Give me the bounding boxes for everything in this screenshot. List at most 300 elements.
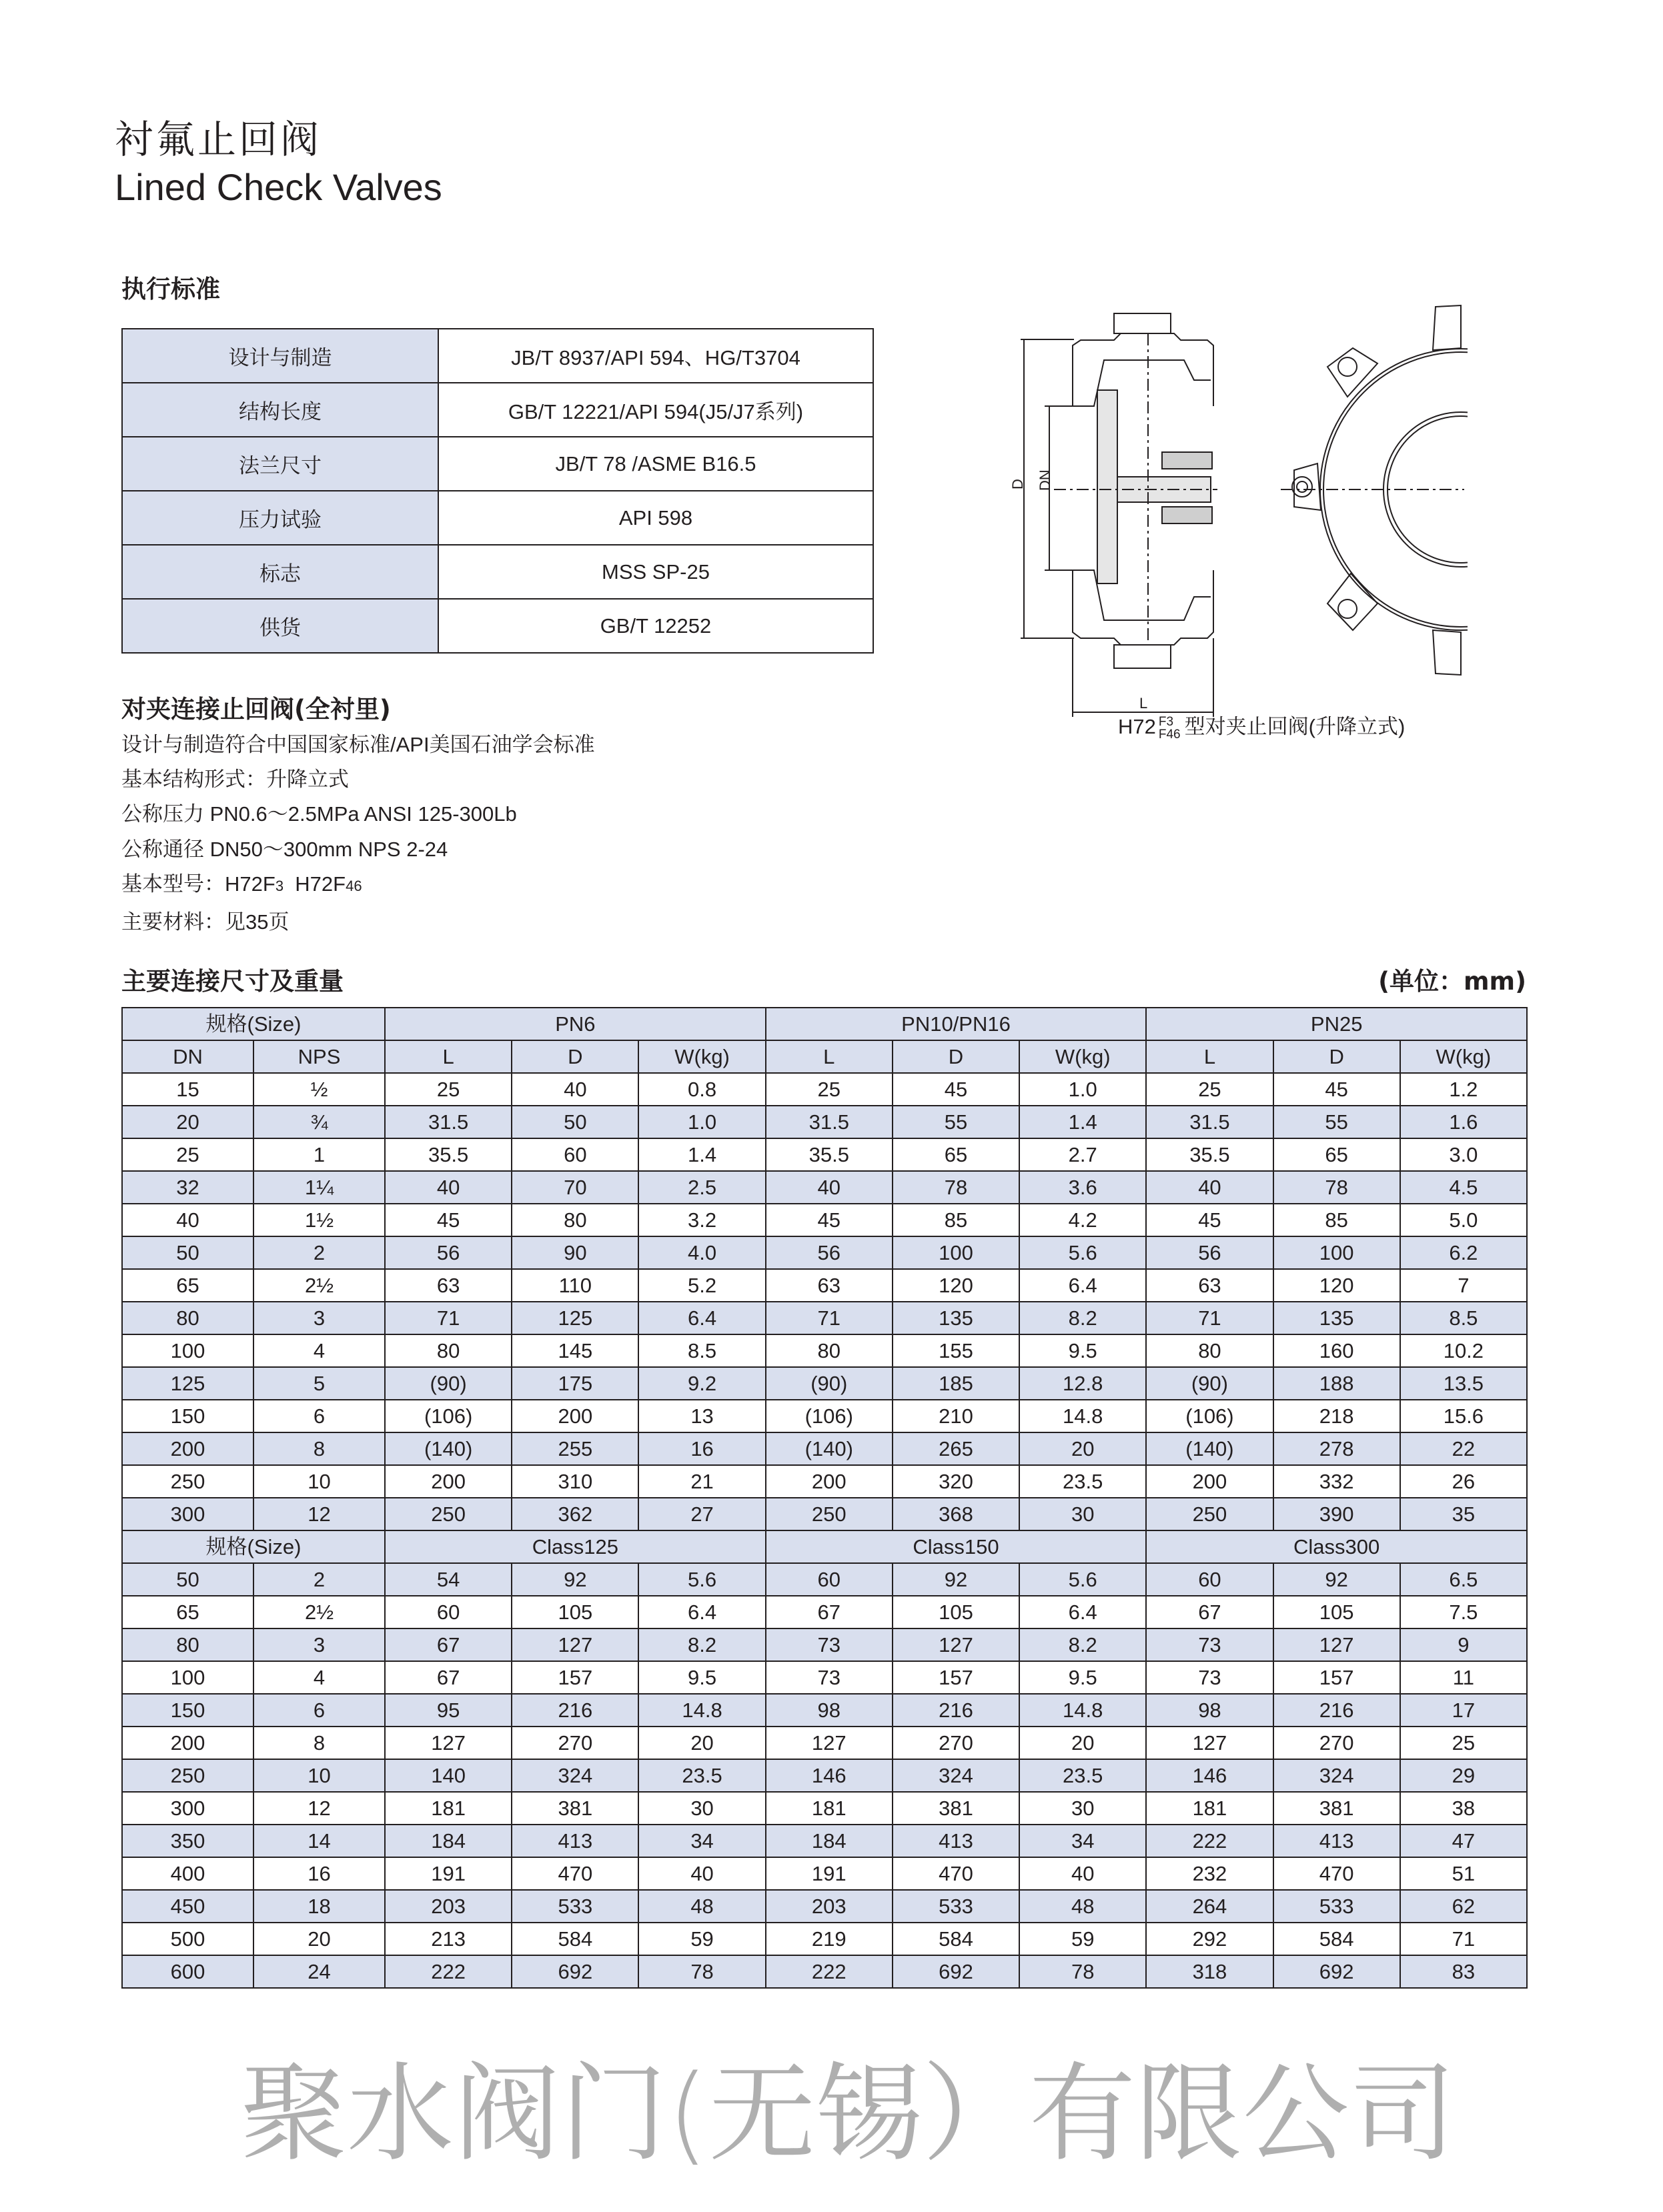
table-cell: 5.6 [1019, 1236, 1146, 1269]
table-cell: 40 [385, 1171, 512, 1204]
group-header-row [122, 1008, 1527, 1040]
table-cell: 54 [385, 1563, 512, 1596]
table-cell: (90) [385, 1367, 512, 1400]
column-header: D [512, 1040, 638, 1073]
table-cell: 25 [122, 1138, 253, 1171]
table-cell: 38 [1400, 1792, 1527, 1825]
table-cell: 1 [253, 1138, 385, 1171]
model-subscript: 46 [346, 878, 362, 894]
table-row [122, 1694, 1527, 1727]
table-cell: 59 [638, 1923, 765, 1955]
standards-heading: 执行标准 [121, 275, 220, 303]
table-cell: 73 [766, 1628, 893, 1661]
table-cell: 80 [122, 1302, 253, 1334]
table-cell: 34 [638, 1825, 765, 1857]
table-cell: 100 [122, 1334, 253, 1367]
table-cell: 56 [1146, 1236, 1273, 1269]
table-cell: 181 [1146, 1792, 1273, 1825]
table-cell: 92 [1273, 1563, 1400, 1596]
table-cell: 10.2 [1400, 1334, 1527, 1367]
column-header: L [1146, 1040, 1273, 1073]
dimension-label-d: D [1009, 479, 1026, 489]
table-cell: 292 [1146, 1923, 1273, 1955]
table-row [122, 1792, 1527, 1825]
table-cell: 213 [385, 1923, 512, 1955]
dimensions-table [121, 1007, 1528, 1989]
table-cell: 191 [385, 1857, 512, 1890]
standards-row [122, 599, 873, 653]
table-cell: 31.5 [1146, 1106, 1273, 1138]
table-cell: 3.0 [1400, 1138, 1527, 1171]
table-cell: 6.4 [1019, 1269, 1146, 1302]
table-cell: 470 [1273, 1857, 1400, 1890]
group-header: Class300 [1146, 1530, 1527, 1563]
table-cell: 9.5 [638, 1661, 765, 1694]
table-cell: 200 [512, 1400, 638, 1432]
table-cell: 73 [1146, 1661, 1273, 1694]
table-cell: 14.8 [638, 1694, 765, 1727]
table-cell: 85 [893, 1204, 1019, 1236]
page-title-cn: 衬氟止回阀 [115, 118, 322, 161]
table-cell: 533 [512, 1890, 638, 1923]
table-cell: 12 [253, 1498, 385, 1530]
table-cell: 12 [253, 1792, 385, 1825]
table-cell: 232 [1146, 1857, 1273, 1890]
table-cell: 250 [122, 1759, 253, 1792]
table-cell: 155 [893, 1334, 1019, 1367]
table-cell: 332 [1273, 1465, 1400, 1498]
table-cell: 95 [385, 1694, 512, 1727]
standards-row [122, 383, 873, 437]
table-cell: 100 [122, 1661, 253, 1694]
group-header: Class125 [385, 1530, 766, 1563]
table-cell: 1.2 [1400, 1073, 1527, 1106]
wafer-valve-heading: 对夹连接止回阀(全衬里) [121, 695, 391, 724]
table-cell: 157 [512, 1661, 638, 1694]
table-cell: 4.2 [1019, 1204, 1146, 1236]
table-cell: 8.5 [1400, 1302, 1527, 1334]
table-cell: 71 [1146, 1302, 1273, 1334]
table-cell: 40 [638, 1857, 765, 1890]
table-cell: 8 [253, 1432, 385, 1465]
table-cell: 450 [122, 1890, 253, 1923]
table-cell: 3.2 [638, 1204, 765, 1236]
group-header: PN10/PN16 [766, 1008, 1147, 1040]
table-cell: 175 [512, 1367, 638, 1400]
table-cell: 184 [385, 1825, 512, 1857]
table-cell: 27 [638, 1498, 765, 1530]
table-cell: 35.5 [766, 1138, 893, 1171]
table-cell: 270 [1273, 1727, 1400, 1759]
column-header: NPS [253, 1040, 385, 1073]
table-cell: 30 [1019, 1792, 1146, 1825]
table-cell: 45 [1273, 1073, 1400, 1106]
table-cell: 362 [512, 1498, 638, 1530]
table-cell: 6 [253, 1694, 385, 1727]
table-cell: 9.5 [1019, 1334, 1146, 1367]
table-cell: 60 [1146, 1563, 1273, 1596]
table-cell: (90) [1146, 1367, 1273, 1400]
table-cell: 390 [1273, 1498, 1400, 1530]
table-cell: 23.5 [1019, 1759, 1146, 1792]
table-cell: 222 [1146, 1825, 1273, 1857]
table-row [122, 1106, 1527, 1138]
group-header: PN25 [1146, 1008, 1527, 1040]
column-header: DN [122, 1040, 253, 1073]
column-header: D [893, 1040, 1019, 1073]
table-cell: 40 [1019, 1857, 1146, 1890]
table-row [122, 1727, 1527, 1759]
table-cell: 300 [122, 1792, 253, 1825]
table-cell: 1.4 [638, 1138, 765, 1171]
table-cell: 250 [122, 1465, 253, 1498]
table-cell: 30 [1019, 1498, 1146, 1530]
table-row [122, 1269, 1527, 1302]
table-row [122, 1302, 1527, 1334]
table-cell: 135 [893, 1302, 1019, 1334]
table-cell: 6.4 [638, 1596, 765, 1628]
table-cell: 381 [893, 1792, 1019, 1825]
table-cell: 59 [1019, 1923, 1146, 1955]
table-cell: 63 [766, 1269, 893, 1302]
table-row [122, 1171, 1527, 1204]
table-cell: 600 [122, 1955, 253, 1988]
column-header-row [122, 1040, 1527, 1073]
table-cell: 48 [638, 1890, 765, 1923]
table-cell: 8.2 [1019, 1302, 1146, 1334]
table-cell: 533 [1273, 1890, 1400, 1923]
table-cell: 14.8 [1019, 1400, 1146, 1432]
group-header: Class150 [766, 1530, 1147, 1563]
table-cell: 200 [766, 1465, 893, 1498]
table-cell: 98 [766, 1694, 893, 1727]
table-row [122, 1432, 1527, 1465]
standards-row [122, 437, 873, 491]
table-cell: 127 [1146, 1727, 1273, 1759]
table-cell: 67 [385, 1661, 512, 1694]
table-cell: 188 [1273, 1367, 1400, 1400]
table-cell: 22 [1400, 1432, 1527, 1465]
table-cell: 692 [1273, 1955, 1400, 1988]
table-cell: 50 [122, 1563, 253, 1596]
end-view [1281, 305, 1468, 675]
table-cell: 100 [1273, 1236, 1400, 1269]
table-cell: 20 [122, 1106, 253, 1138]
table-cell: 270 [512, 1727, 638, 1759]
table-cell: 145 [512, 1334, 638, 1367]
table-cell: 9.5 [1019, 1661, 1146, 1694]
table-row [122, 1465, 1527, 1498]
standard-value: JB/T 8937/API 594、HG/T3704 [438, 329, 873, 383]
table-cell: 65 [122, 1269, 253, 1302]
table-cell: 25 [1146, 1073, 1273, 1106]
table-cell: 55 [1273, 1106, 1400, 1138]
table-cell: 8.5 [638, 1334, 765, 1367]
table-cell: 533 [893, 1890, 1019, 1923]
table-cell: 8 [253, 1727, 385, 1759]
caption-variant-bottom: F46 [1158, 727, 1181, 742]
table-cell: 30 [638, 1792, 765, 1825]
table-cell: 67 [385, 1628, 512, 1661]
table-cell: ¾ [253, 1106, 385, 1138]
table-row [122, 1825, 1527, 1857]
table-cell: 70 [512, 1171, 638, 1204]
table-cell: 140 [385, 1759, 512, 1792]
table-cell: 500 [122, 1923, 253, 1955]
table-cell: 318 [1146, 1955, 1273, 1988]
table-cell: 20 [638, 1727, 765, 1759]
table-cell: 127 [766, 1727, 893, 1759]
table-row [122, 1334, 1527, 1367]
table-cell: 20 [253, 1923, 385, 1955]
column-header: L [766, 1040, 893, 1073]
table-cell: 255 [512, 1432, 638, 1465]
table-cell: 50 [512, 1106, 638, 1138]
table-cell: 310 [512, 1465, 638, 1498]
table-cell: 78 [1019, 1955, 1146, 1988]
table-cell: 324 [1273, 1759, 1400, 1792]
standard-label: 法兰尺寸 [122, 437, 438, 491]
table-cell: 250 [1146, 1498, 1273, 1530]
table-row [122, 1563, 1527, 1596]
table-cell: (106) [1146, 1400, 1273, 1432]
table-cell: 413 [1273, 1825, 1400, 1857]
table-cell: 15 [122, 1073, 253, 1106]
table-cell: 250 [766, 1498, 893, 1530]
table-cell: (140) [1146, 1432, 1273, 1465]
table-cell: 2½ [253, 1596, 385, 1628]
table-cell: 1.0 [1019, 1073, 1146, 1106]
table-cell: 73 [766, 1661, 893, 1694]
table-cell: 6 [253, 1400, 385, 1432]
table-cell: 400 [122, 1857, 253, 1890]
table-cell: 25 [766, 1073, 893, 1106]
standard-value: GB/T 12252 [438, 599, 873, 653]
table-cell: 56 [385, 1236, 512, 1269]
table-row [122, 1204, 1527, 1236]
table-cell: 219 [766, 1923, 893, 1955]
table-cell: 368 [893, 1498, 1019, 1530]
table-row [122, 1857, 1527, 1890]
table-cell: 320 [893, 1465, 1019, 1498]
table-cell: 250 [385, 1498, 512, 1530]
table-cell: 2½ [253, 1269, 385, 1302]
table-cell: 216 [512, 1694, 638, 1727]
standard-label: 供货 [122, 599, 438, 653]
table-row [122, 1628, 1527, 1661]
column-header: L [385, 1040, 512, 1073]
table-cell: 21 [638, 1465, 765, 1498]
table-cell: 125 [512, 1302, 638, 1334]
table-cell: 23.5 [1019, 1465, 1146, 1498]
table-cell: 191 [766, 1857, 893, 1890]
table-cell: 413 [893, 1825, 1019, 1857]
table-cell: 216 [893, 1694, 1019, 1727]
table-cell: 51 [1400, 1857, 1527, 1890]
table-cell: 80 [122, 1628, 253, 1661]
table-cell: 25 [385, 1073, 512, 1106]
table-cell: 1.0 [638, 1106, 765, 1138]
table-cell: 105 [512, 1596, 638, 1628]
column-header: D [1273, 1040, 1400, 1073]
table-cell: 270 [893, 1727, 1019, 1759]
spec-line: 公称通径 DN50～300mm NPS 2-24 [121, 838, 448, 861]
table-cell: (140) [385, 1432, 512, 1465]
standard-value: JB/T 78 /ASME B16.5 [438, 437, 873, 491]
table-cell: 63 [1146, 1269, 1273, 1302]
table-cell: 127 [1273, 1628, 1400, 1661]
table-cell: 78 [893, 1171, 1019, 1204]
group-header: PN6 [385, 1008, 766, 1040]
table-cell: 584 [1273, 1923, 1400, 1955]
table-cell: 200 [1146, 1465, 1273, 1498]
table-cell: 32 [122, 1171, 253, 1204]
table-cell: 98 [1146, 1694, 1273, 1727]
table-cell: 9.2 [638, 1367, 765, 1400]
table-cell: ½ [253, 1073, 385, 1106]
table-cell: 6.5 [1400, 1563, 1527, 1596]
table-cell: 300 [122, 1498, 253, 1530]
spec-line: 基本结构形式：升降立式 [121, 768, 349, 791]
table-row [122, 1367, 1527, 1400]
table-cell: 120 [1273, 1269, 1400, 1302]
table-cell: 150 [122, 1400, 253, 1432]
table-cell: 18 [253, 1890, 385, 1923]
table-cell: 6.4 [638, 1302, 765, 1334]
table-cell: 16 [253, 1857, 385, 1890]
table-cell: 1¼ [253, 1171, 385, 1204]
table-cell: 324 [512, 1759, 638, 1792]
dimension-label-dn: DN [1037, 469, 1053, 491]
table-cell: 63 [385, 1269, 512, 1302]
table-cell: 65 [893, 1138, 1019, 1171]
table-cell: 120 [893, 1269, 1019, 1302]
table-cell: 203 [766, 1890, 893, 1923]
table-cell: 71 [1400, 1923, 1527, 1955]
table-cell: 1.6 [1400, 1106, 1527, 1138]
table-cell: 3.6 [1019, 1171, 1146, 1204]
table-row [122, 1661, 1527, 1694]
table-cell: 185 [893, 1367, 1019, 1400]
standard-value: API 598 [438, 491, 873, 545]
group-header-row [122, 1530, 1527, 1563]
table-cell: 85 [1273, 1204, 1400, 1236]
model-second: H72F [284, 872, 346, 896]
table-cell: 78 [1273, 1171, 1400, 1204]
table-cell: 584 [893, 1923, 1019, 1955]
table-cell: 78 [638, 1955, 765, 1988]
table-cell: 67 [1146, 1596, 1273, 1628]
table-cell: 31.5 [766, 1106, 893, 1138]
spec-line: 公称压力 PN0.6～2.5MPa ANSI 125-300Lb [121, 802, 517, 826]
table-cell: 4 [253, 1661, 385, 1694]
column-header: W(kg) [1019, 1040, 1146, 1073]
caption-variants [1159, 716, 1181, 741]
table-row [122, 1759, 1527, 1792]
table-cell: 3 [253, 1628, 385, 1661]
table-cell: 105 [1273, 1596, 1400, 1628]
table-cell: 45 [385, 1204, 512, 1236]
table-cell: 200 [385, 1465, 512, 1498]
table-row [122, 1890, 1527, 1923]
caption-variant-top: F3 [1158, 714, 1174, 729]
table-cell: 2 [253, 1236, 385, 1269]
standards-row [122, 545, 873, 599]
table-cell: 90 [512, 1236, 638, 1269]
table-row [122, 1955, 1527, 1988]
table-cell: 48 [1019, 1890, 1146, 1923]
table-cell: 80 [1146, 1334, 1273, 1367]
table-cell: 80 [385, 1334, 512, 1367]
table-cell: 25 [1400, 1727, 1527, 1759]
column-header: W(kg) [1400, 1040, 1527, 1073]
table-cell: 11 [1400, 1661, 1527, 1694]
model-subscript: 3 [275, 878, 284, 894]
standard-label: 压力试验 [122, 491, 438, 545]
table-cell: 4 [253, 1334, 385, 1367]
material-line: 主要材料：见35页 [121, 910, 290, 934]
table-cell: 584 [512, 1923, 638, 1955]
table-cell: 13.5 [1400, 1367, 1527, 1400]
table-cell: 8.2 [638, 1628, 765, 1661]
table-cell: 222 [385, 1955, 512, 1988]
standard-value: GB/T 12221/API 594(J5/J7系列) [438, 383, 873, 437]
table-cell: 210 [893, 1400, 1019, 1432]
table-cell: 100 [893, 1236, 1019, 1269]
unit-label: (单位：mm) [1378, 967, 1526, 996]
table-cell: 9 [1400, 1628, 1527, 1661]
section-view [1021, 313, 1217, 717]
standards-table [121, 328, 874, 654]
table-cell: (140) [766, 1432, 893, 1465]
table-cell: 71 [385, 1302, 512, 1334]
table-cell: 50 [122, 1236, 253, 1269]
standard-label: 标志 [122, 545, 438, 599]
table-cell: 56 [766, 1236, 893, 1269]
table-cell: (90) [766, 1367, 893, 1400]
size-header: 规格(Size) [122, 1008, 385, 1040]
column-header: W(kg) [638, 1040, 765, 1073]
table-cell: 1.4 [1019, 1106, 1146, 1138]
table-cell: 264 [1146, 1890, 1273, 1923]
table-cell: 67 [766, 1596, 893, 1628]
table-cell: 40 [122, 1204, 253, 1236]
table-cell: 7.5 [1400, 1596, 1527, 1628]
table-row [122, 1400, 1527, 1432]
table-cell: 470 [893, 1857, 1019, 1890]
table-cell: 73 [1146, 1628, 1273, 1661]
caption-text: 型对夹止回阀(升降立式) [1184, 715, 1406, 738]
spec-line: 设计与制造符合中国国家标准/API美国石油学会标准 [121, 733, 595, 756]
table-cell: 105 [893, 1596, 1019, 1628]
table-cell: 45 [766, 1204, 893, 1236]
table-cell: 200 [122, 1727, 253, 1759]
dimension-label-l: L [1139, 695, 1148, 712]
table-cell: 203 [385, 1890, 512, 1923]
table-cell: 5 [253, 1367, 385, 1400]
table-cell: 29 [1400, 1759, 1527, 1792]
table-cell: 20 [1019, 1727, 1146, 1759]
table-cell: 4.5 [1400, 1171, 1527, 1204]
table-cell: 2 [253, 1563, 385, 1596]
standards-row [122, 329, 873, 383]
table-cell: 127 [893, 1628, 1019, 1661]
table-cell: 20 [1019, 1432, 1146, 1465]
table-cell: 216 [1273, 1694, 1400, 1727]
table-cell: 125 [122, 1367, 253, 1400]
table-cell: 157 [1273, 1661, 1400, 1694]
table-cell: 2.5 [638, 1171, 765, 1204]
